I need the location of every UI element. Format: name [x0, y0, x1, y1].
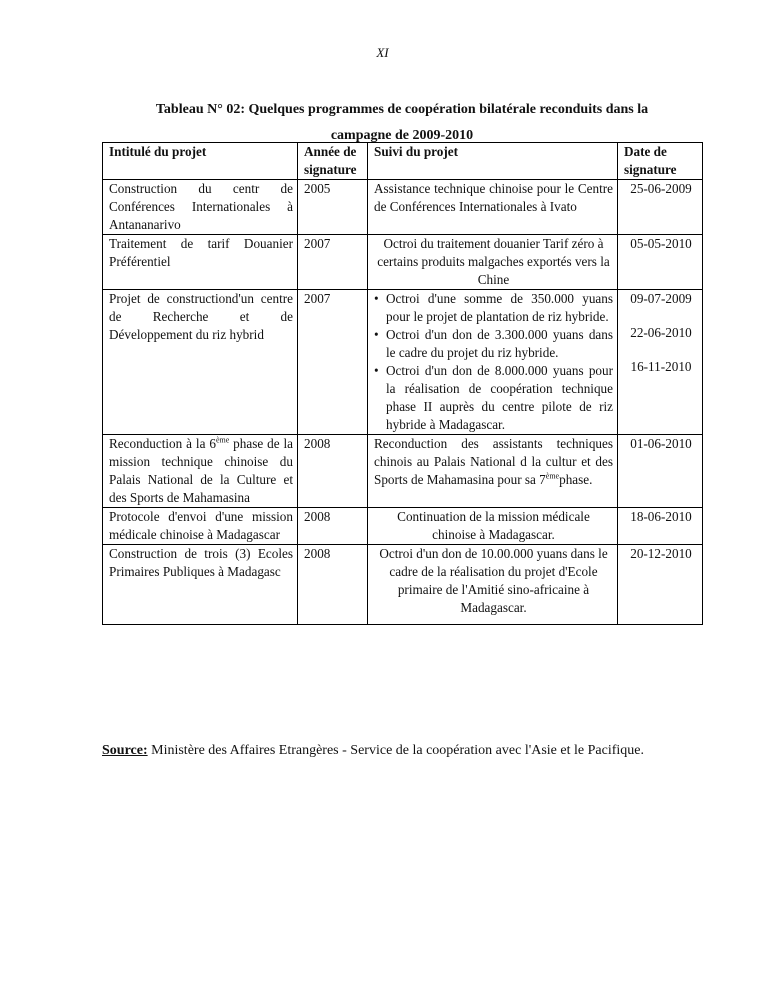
bullet-glyph: • — [374, 363, 379, 378]
table-row — [103, 508, 703, 545]
header-followup: Suivi du projet — [368, 143, 618, 180]
cell-year: 2007 — [298, 290, 368, 435]
table-row — [103, 435, 703, 508]
header-date: Date de signature — [618, 143, 703, 180]
followup-text: Reconduction des assistants techniques chinois au Palais National d la cultur et des Sports de Mahamasina pour sa 7 — [374, 436, 613, 487]
source-text: Ministère des Affaires Etrangères - Service de la coopération avec l'Asie et le Pacifique. — [147, 743, 644, 758]
bullet-text: Octroi d'un don de 8.000.000 yuans pour la réalisation de coopération technique phase II auprès du centre pilote de riz hybride à Madagascar. — [386, 363, 613, 432]
table-header-row — [103, 143, 703, 180]
caption-line-1: Tableau N° 02: Quelques programmes de coopération bilatérale reconduits dans la — [155, 102, 649, 117]
cell-date — [618, 290, 703, 435]
caption-line-2: campagne de 2009-2010 — [330, 128, 474, 143]
bullet-glyph: • — [374, 291, 379, 306]
cooperation-table — [102, 142, 703, 625]
source-note — [102, 743, 742, 759]
cell-year: 2005 — [298, 180, 368, 235]
cell-project: Construction de trois (3) Ecoles Primaires Publiques à Madagasc — [103, 545, 298, 625]
source-label: Source: — [102, 743, 148, 758]
cell-date: 05-05-2010 — [618, 235, 703, 290]
table-row — [103, 545, 703, 625]
cell-followup: Octroi d'un don de 10.00.000 yuans dans le cadre de la réalisation du projet d'Ecole primaire de l'Amitié sino-africaine à Madagascar. — [368, 545, 618, 625]
cell-project: Traitement de tarif Douanier Préférentiel — [103, 235, 298, 290]
bullet-item — [374, 362, 613, 434]
bullet-text: Octroi d'un don de 3.300.000 yuans dans le cadre du projet du riz hybride. — [386, 327, 613, 360]
date-entry: 16-11-2010 — [630, 359, 692, 374]
header-project: Intitulé du projet — [103, 143, 298, 180]
cell-year: 2008 — [298, 435, 368, 508]
date-entry: 09-07-2009 — [630, 291, 692, 306]
table-row — [103, 235, 703, 290]
cell-followup — [368, 435, 618, 508]
bullet-glyph: • — [374, 327, 379, 342]
table-row — [103, 180, 703, 235]
date-entry: 22-06-2010 — [630, 325, 692, 340]
cell-project: Protocole d'envoi d'une mission médicale chinoise à Madagascar — [103, 508, 298, 545]
cell-date: 01-06-2010 — [618, 435, 703, 508]
table-row — [103, 290, 703, 435]
cell-date: 25-06-2009 — [618, 180, 703, 235]
project-text: Reconduction à la 6 — [109, 436, 216, 451]
bullet-text: Octroi d'une somme de 350.000 yuans pour le projet de plantation de riz hybride. — [386, 291, 613, 324]
cell-year: 2007 — [298, 235, 368, 290]
ordinal-suffix: ème — [545, 471, 560, 481]
cell-year: 2008 — [298, 545, 368, 625]
cell-followup: Continuation de la mission médicale chinoise à Madagascar. — [368, 508, 618, 545]
ordinal-suffix: ème — [215, 435, 230, 445]
page-number: XI — [376, 45, 389, 60]
project-text: phase de la mission technique chinoise du Palais National de la Culture et des Sports de Mahamasina — [109, 436, 293, 505]
cell-project: Construction du centr de Conférences Internationales à Antananarivo — [103, 180, 298, 235]
cell-year: 2008 — [298, 508, 368, 545]
cell-followup — [368, 290, 618, 435]
header-year: Année de signature — [298, 143, 368, 180]
cell-project: Projet de constructiond'un centre de Recherche et de Développement du riz hybrid — [103, 290, 298, 435]
cell-followup: Assistance technique chinoise pour le Centre de Conférences Internationales à Ivato — [368, 180, 618, 235]
followup-text: phase. — [559, 472, 593, 487]
bullet-item — [374, 326, 613, 362]
cell-date: 20-12-2010 — [618, 545, 703, 625]
cell-followup: Octroi du traitement douanier Tarif zéro à certains produits malgaches exportés vers la Chine — [368, 235, 618, 290]
cell-date: 18-06-2010 — [618, 508, 703, 545]
cell-project — [103, 435, 298, 508]
bullet-item — [374, 290, 613, 326]
